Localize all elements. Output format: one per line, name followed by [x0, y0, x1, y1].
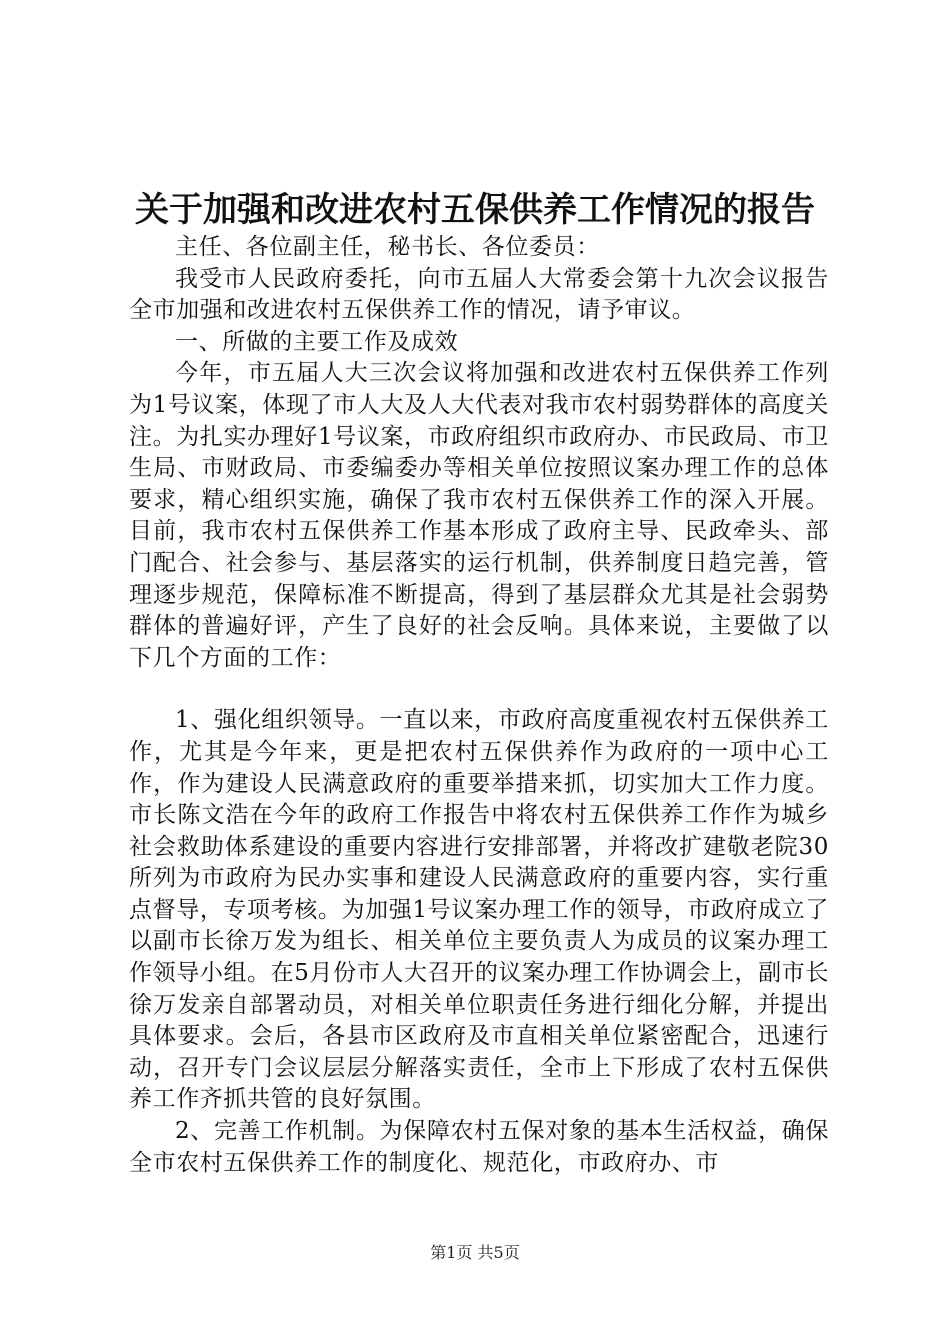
document-title: 关于加强和改进农村五保供养工作情况的报告	[135, 190, 815, 230]
item-2-paragraph: 2、完善工作机制。为保障农村五保对象的基本生活权益，确保全市农村五保供养工作的制度化、规范化，市政府办、市	[129, 1118, 829, 1176]
page-number-footer: 第1页 共5页	[430, 1243, 520, 1262]
intro-paragraph: 我受市人民政府委托，向市五届人大常委会第十九次会议报告全市加强和改进农村五保供养工作的情况，请予审议。	[129, 265, 829, 324]
overview-paragraph: 今年，市五届人大三次会议将加强和改进农村五保供养工作列为1号议案，体现了市人大及人大代表对我市农村弱势群体的高度关注。为扎实办理好1号议案，市政府组织市政府办、市民政局、市卫生局、市财政局、市委编委办等相关单位按照议案办理工作的总体要求，精心组织实施，确保了我市农村五保供养工作的深入开展。目前，我市农村五保供养工作基本形成了政府主导、民政牵头、部门配合、社会参与、基层落实的运行机制，供养制度日趋完善，管理逐步规范，保障标准不断提高，得到了基层群众尤其是社会弱势群体的普遍好评，产生了良好的社会反响。具体来说，主要做了以下几个方面的工作：	[129, 360, 829, 671]
document-body	[129, 232, 829, 1179]
paragraph-gap	[129, 674, 829, 705]
salutation-paragraph: 主任、各位副主任，秘书长、各位委员：	[175, 234, 600, 260]
section-heading: 一、所做的主要工作及成效	[175, 328, 459, 355]
item-1-paragraph: 1、强化组织领导。一直以来，市政府高度重视农村五保供养工作，尤其是今年来，更是把农村五保供养作为政府的一项中心工作，作为建设人民满意政府的重要举措来抓，切实加大工作力度。市长陈文浩在今年的政府工作报告中将农村五保供养工作作为城乡社会救助体系建设的重要内容进行安排部署，并将改扩建敬老院30所列为市政府为民办实事和建设人民满意政府的重要内容，实行重点督导，专项考核。为加强1号议案办理工作的领导，市政府成立了以副市长徐万发为组长、相关单位主要负责人为成员的议案办理工作领导小组。在5月份市人大召开的议案办理工作协调会上，副市长徐万发亲自部署动员，对相关单位职责任务进行细化分解，并提出具体要求。会后，各县市区政府及市直相关单位紧密配合，迅速行动，召开专门会议层层分解落实责任，全市上下形成了农村五保供养工作齐抓共管的良好氛围。	[129, 707, 829, 1113]
